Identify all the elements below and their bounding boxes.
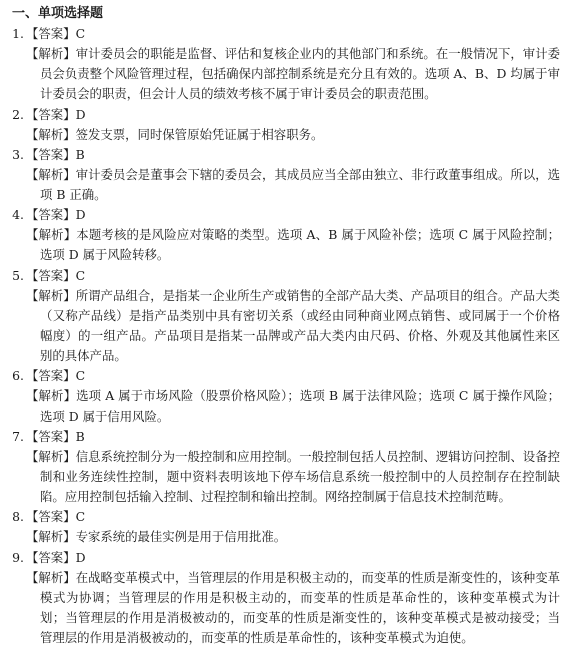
answer-value: D <box>75 207 86 223</box>
section-title: 一、单项选择题 <box>12 6 104 21</box>
explanation-tag: 【解析】 <box>26 448 76 464</box>
question-number: 5. <box>12 267 24 283</box>
question-item <box>12 366 561 426</box>
explanation-tag: 【解析】 <box>26 287 76 303</box>
answer-list <box>12 24 561 648</box>
answer-tag: 【答案】 <box>26 106 76 122</box>
explanation-text: 在战略变革模式中，当管理层的作用是积极主动的，而变革的性质是渐变性的，该种变革模式为协调；当管理层的作用是积极主动的，而变革的性质是革命性的，该种变革模式为计划；当管理层的作用是消极被动的，而变革的性质是渐变性的，该种变革模式是被动接受；当管理层的作用是消极被动的，而变革的性质是革命性的，该种变革模式为迫使。 <box>40 569 561 646</box>
answer-line <box>12 205 560 225</box>
explanation-block <box>26 125 560 145</box>
answer-value: C <box>75 267 86 283</box>
explanation-block <box>26 447 560 508</box>
answer-value: C <box>75 368 86 384</box>
answer-value: D <box>75 106 86 122</box>
explanation-tag: 【解析】 <box>26 227 77 243</box>
explanation-block <box>26 44 560 105</box>
explanation-tag: 【解析】 <box>26 569 76 585</box>
explanation-text: 所谓产品组合，是指某一企业所生产或销售的全部产品大类、产品项目的组合。产品大类（又称产品线）是指产品类别中具有密切关系（或经由同种商业网点销售、或同属于一个价格幅度）的一组产品。产品项目是指某一品牌或产品大类内由尺码、价格、外观及其他属性来区别的具体产品。 <box>40 287 561 364</box>
explanation-block <box>26 286 560 367</box>
question-item <box>12 507 560 547</box>
question-number: 2. <box>12 106 24 122</box>
explanation-block <box>26 165 560 205</box>
question-number: 8. <box>12 509 24 525</box>
answer-line <box>12 427 560 447</box>
answer-line <box>12 24 560 44</box>
question-number: 4. <box>12 207 24 223</box>
explanation-tag: 【解析】 <box>26 46 76 61</box>
question-number: 1. <box>12 26 24 41</box>
question-number: 3. <box>12 146 24 162</box>
answer-line <box>12 507 560 527</box>
explanation-tag: 【解析】 <box>26 126 76 142</box>
explanation-text: 签发支票，同时保管原始凭证属于相容职务。 <box>75 126 324 142</box>
answer-value: C <box>75 26 86 41</box>
question-number: 7. <box>12 428 24 444</box>
explanation-block <box>26 386 560 426</box>
explanation-tag: 【解析】 <box>26 529 76 545</box>
question-item <box>12 548 561 648</box>
explanation-text: 本题考核的是风险应对策略的类型。选项 A、B 属于风险补偿；选项 C 属于风险控制；选项 D 属于风险转移。 <box>40 227 560 263</box>
answer-value: B <box>75 146 85 162</box>
answer-tag: 【答案】 <box>26 549 76 565</box>
answer-value: D <box>75 549 86 565</box>
explanation-block <box>26 568 560 648</box>
explanation-tag: 【解析】 <box>26 166 76 182</box>
answer-tag: 【答案】 <box>26 26 76 41</box>
explanation-block <box>26 225 560 265</box>
answer-tag: 【答案】 <box>26 368 76 384</box>
question-item <box>12 145 561 205</box>
answer-value: C <box>75 509 86 525</box>
answer-tag: 【答案】 <box>26 267 76 283</box>
question-item <box>12 205 560 265</box>
answer-line <box>12 105 560 125</box>
question-item <box>12 427 561 508</box>
explanation-text: 审计委员会是董事会下辖的委员会，其成员应当全部由独立、非行政董事组成。所以，选项 B 正确。 <box>40 166 561 203</box>
explanation-text: 选项 A 属于市场风险（股票价格风险）；选项 B 属于法律风险；选项 C 属于操作风险；选项 D 属于信用风险。 <box>40 388 561 424</box>
explanation-tag: 【解析】 <box>26 388 77 404</box>
explanation-block <box>26 527 560 547</box>
answer-line <box>12 366 560 386</box>
explanation-text: 审计委员会的职能是监督、评估和复核企业内的其他部门和系统。在一般情况下，审计委员会负责整个风险管理过程，包括确保内部控制系统是充分且有效的。选项 A、B、D 均属于审计委员会的职责，但会计人员的绩效考核不属于审计委员会的职责范围。 <box>40 46 561 102</box>
answer-line <box>12 548 560 568</box>
question-number: 6. <box>12 368 24 384</box>
answer-tag: 【答案】 <box>26 146 76 162</box>
answer-tag: 【答案】 <box>26 207 76 223</box>
explanation-text: 信息系统控制分为一般控制和应用控制。一般控制包括人员控制、逻辑访问控制、设备控制和业务连续性控制，题中资料表明该地下停车场信息系统一般控制中的人员控制存在控制缺陷。应用控制包括输入控制、过程控制和输出控制。网络控制属于信息技术控制范畴。 <box>40 448 561 505</box>
answer-tag: 【答案】 <box>26 428 76 444</box>
question-item <box>12 24 561 105</box>
answer-line <box>12 145 560 165</box>
question-item <box>12 266 561 367</box>
explanation-text: 专家系统的最佳实例是用于信用批准。 <box>75 529 287 545</box>
answer-line <box>12 266 560 286</box>
question-item <box>12 105 560 145</box>
question-number: 9. <box>12 549 24 565</box>
answer-tag: 【答案】 <box>26 509 76 525</box>
answer-value: B <box>75 428 85 444</box>
